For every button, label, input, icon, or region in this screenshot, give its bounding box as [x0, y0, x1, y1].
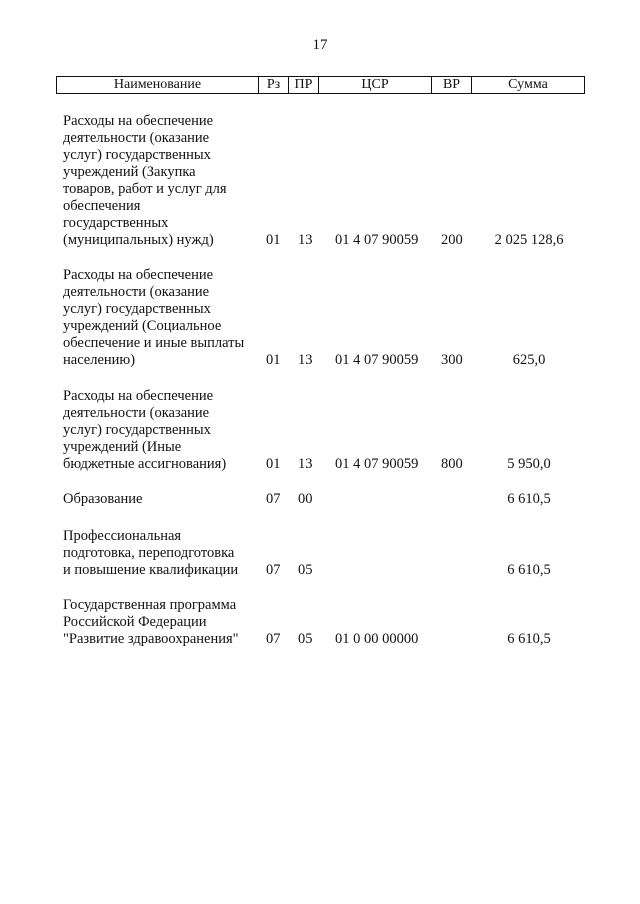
row-rz: 07: [266, 631, 281, 647]
row-name: Расходы на обеспечение деятельности (оказание услуг) государственных учреждений (Закупка товаров, работ и услуг для обеспечения государственных (муниципальных) нужд): [63, 113, 227, 248]
header-rz: Рз: [259, 77, 289, 93]
table-row: [0, 388, 640, 473]
page-number: 17: [312, 37, 328, 53]
table-row: [0, 113, 640, 249]
row-sum: 6 610,5: [507, 491, 551, 507]
row-name: Расходы на обеспечение деятельности (оказание услуг) государственных учреждений (Социальное обеспечение и иные выплаты населению): [63, 267, 245, 368]
row-pr: 00: [298, 491, 313, 507]
row-vr: 800: [441, 456, 463, 472]
row-pr: 05: [298, 562, 313, 578]
header-sum: Сумма: [508, 77, 548, 92]
row-rz: 07: [266, 562, 281, 578]
row-rz: 07: [266, 491, 281, 507]
row-name: Профессиональная подготовка, переподготовка и повышение квалификации: [63, 528, 239, 578]
row-csr: 01 0 00 00000: [335, 631, 419, 647]
row-pr: 05: [298, 631, 313, 647]
row-sum: 625,0: [512, 352, 546, 368]
row-rz: 01: [266, 352, 281, 368]
header-csr: ЦСР: [319, 77, 432, 93]
row-sum: 6 610,5: [507, 562, 551, 578]
header-name: Наименование: [57, 77, 259, 93]
row-rz: 01: [266, 456, 281, 472]
table-header: [56, 76, 585, 94]
row-pr: 13: [298, 456, 313, 472]
row-csr: 01 4 07 90059: [335, 352, 419, 368]
row-name: Государственная программа Российской Федерации "Развитие здравоохранения": [63, 597, 239, 647]
header-pr: ПР: [289, 77, 319, 93]
header-vr: ВР: [432, 77, 472, 93]
row-csr: 01 4 07 90059: [335, 456, 419, 472]
row-sum: 5 950,0: [507, 456, 551, 472]
table-row: [0, 491, 640, 508]
row-name: Образование: [63, 491, 143, 507]
row-vr: 300: [441, 352, 463, 368]
table-row: [0, 597, 640, 648]
table-row: [0, 267, 640, 369]
table-row: [0, 528, 640, 579]
row-pr: 13: [298, 352, 313, 368]
row-name: Расходы на обеспечение деятельности (оказание услуг) государственных учреждений (Иные бюджетные ассигнования): [63, 388, 227, 472]
row-sum: 2 025 128,6: [494, 232, 564, 248]
row-csr: 01 4 07 90059: [335, 232, 419, 248]
row-vr: 200: [441, 232, 463, 248]
row-pr: 13: [298, 232, 313, 248]
row-sum: 6 610,5: [507, 631, 551, 647]
row-rz: 01: [266, 232, 281, 248]
